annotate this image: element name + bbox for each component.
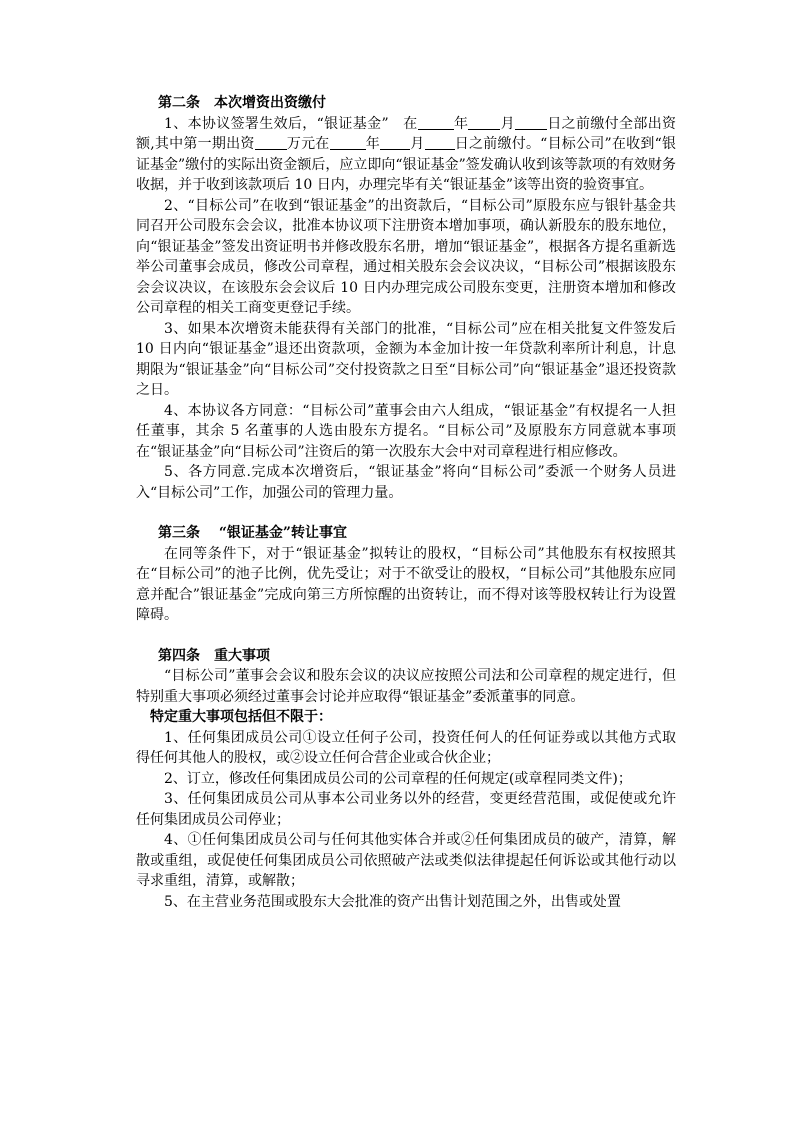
blank-field — [330, 135, 366, 150]
article-3-paragraph-1: 在同等条件下，对于“银证基金”拟转让的股权，“目标公司”其他股东有权按照其在“目标公司”的池子比例，优先受让；对于不欲受让的股权，“目标公司”其他股东应同意并配合”银证基金”完成向第三方所惊醒的出资转让，而不得对该等股权转让行为设置障碍。 — [136, 545, 676, 623]
article-3-heading: 第三条 “银证基金”转让事宜 — [158, 525, 347, 541]
blank-field — [425, 135, 455, 150]
blank-field — [380, 135, 410, 150]
list-item: 5、在主营业务范围或股东大会批准的资产出售计划范围之外，出售或处置 — [164, 893, 621, 910]
section-spacer — [136, 626, 676, 646]
blank-field — [255, 135, 287, 150]
list-item: 4、①任何集团成员公司与任何其他实体合并或②任何集团成员的破产，清算，解散或重组，或促使任何集团成员公司依照破产法或类似法律提起任何诉讼或其他行动以寻求重组，清算，或解散； — [136, 832, 676, 889]
article-2-paragraph-4: 4、本协议各方同意：“目标公司”董事会由六人组成，“银证基金”有权提名一人担任董事，其余 5 名董事的人选由股东方提名。“目标公司”及原股东方同意就本事项在“银证基金”向“目标公司”注资后的第一次股东大会中对司章程进行相应修改。 — [136, 402, 676, 460]
article-2-heading: 第二条 本次增资出资缴付 — [158, 95, 326, 111]
section-spacer — [136, 503, 676, 523]
blank-field — [418, 115, 454, 130]
blank-field — [515, 115, 547, 130]
article-2-paragraph-5: 5、各方同意.完成本次增资后，“银证基金”将向“目标公司”委派一个财务人员进入“目标公司”工作，加强公司的管理力量。 — [136, 464, 676, 501]
article-4-paragraph-1: “目标公司”董事会会议和股东会议的决议应按照公司法和公司章程的规定进行，但特别重大事项必须经过董事会讨论并应取得“银证基金”委派董事的同意。 — [136, 668, 676, 705]
list-item: 2、订立，修改任何集团成员公司的公司章程的任何规定(或章程同类文件)； — [164, 770, 632, 787]
blank-field — [468, 115, 500, 130]
list-item: 3、任何集团成员公司从事本公司业务以外的经营，变更经营范围，或促使或允许任何集团成员公司停业； — [136, 791, 676, 828]
document-page — [136, 93, 676, 912]
article-2-paragraph-2: 2、“目标公司”在收到“银证基金”的出资款后，“目标公司”原股东应与银针基金共同召开公司股东会会议，批准本协议项下注册资本增加事项，确认新股东的股东地位，向“银证基金”签发出资证明书并修改股东名册，增加“银证基金”，根据各方提名重新选举公司董事会成员，修改公司章程，通过相关股东会会议决议，“目标公司”根据该股东会会议决议，在该股东会会议后 10 日内办理完成公司股东变更，注册资本增加和修改公司章程的相关工商变更登记手续。 — [136, 197, 676, 316]
article-4-heading: 第四条 重大事项 — [158, 647, 270, 664]
article-4-subheading: 特定重大事项包括但不限于： — [150, 709, 332, 725]
article-2-paragraph-1: 1、本协议签署生效后，“银证基金” 在 年 月 日之前缴付全部出资额,其中第一期出资 万元在 年 月 日之前缴付。“目标公司”在收到“银证基金”缴付的实际出资金额后，应立即向“银证基金”签发确认收到该等款项的有效财务收据，并于收到该款项后 10 日内，办理完毕有关“银证基金”该等出资的验资事宜。 — [136, 115, 677, 193]
article-2-paragraph-3: 3、如果本次增资未能获得有关部门的批准，“目标公司”应在相关批复文件签发后 10 日内向“银证基金”退还出资款项，金额为本金加计按一年贷款利率所计利息，计息期限为“银证基金”向“目标公司”交付投资款之日至“目标公司”向“银证基金”退还投资款之日。 — [136, 320, 676, 398]
list-item: 1、任何集团成员公司①设立任何子公司，投资任何人的任何证券或以其他方式取得任何其他人的股权，或②设立任何合营企业或合伙企业； — [136, 729, 676, 766]
